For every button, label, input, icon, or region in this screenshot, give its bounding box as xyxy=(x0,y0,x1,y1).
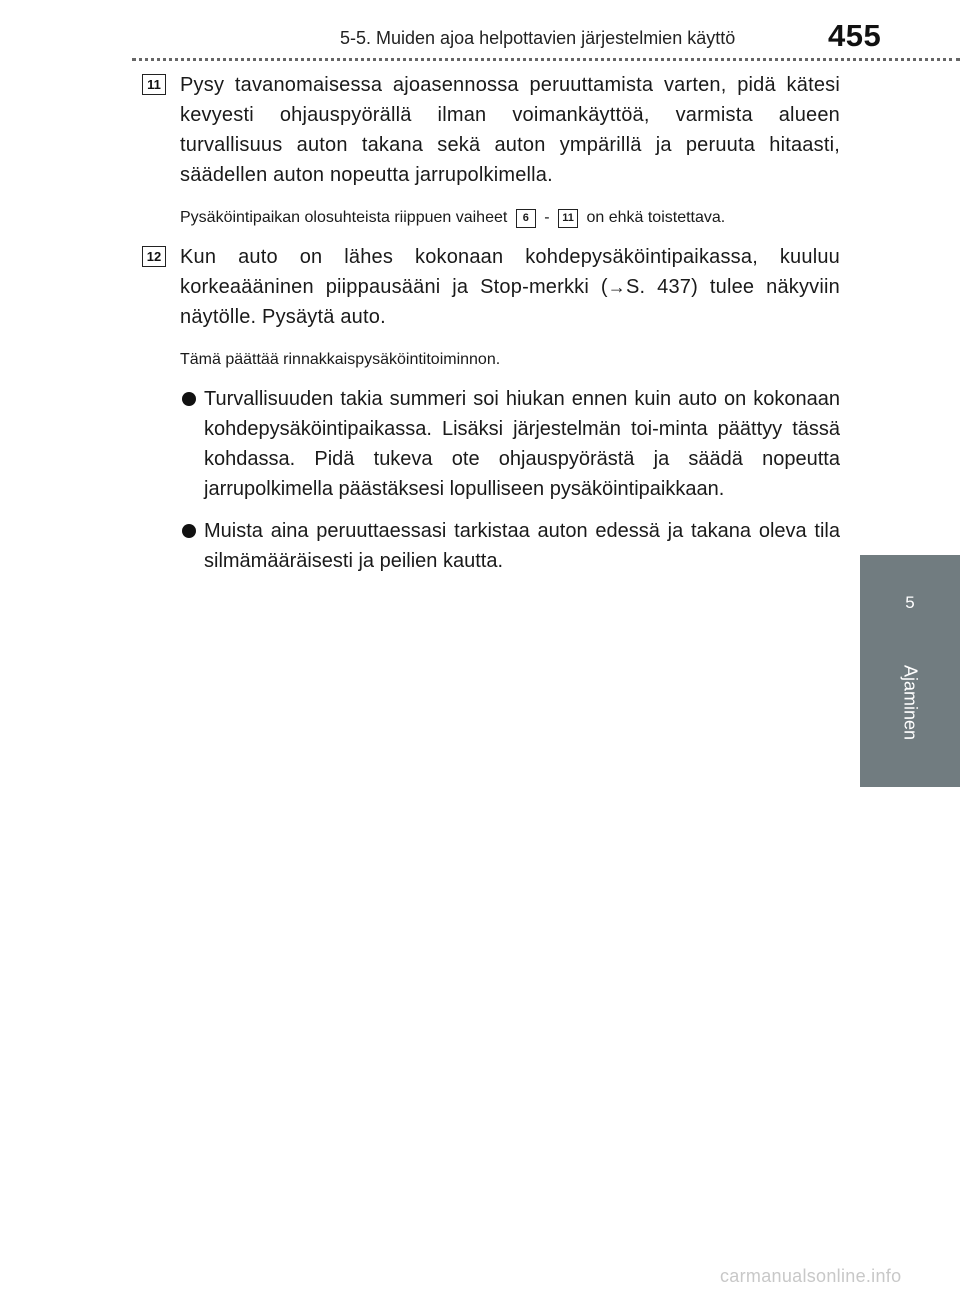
note-separator: - xyxy=(544,209,550,226)
step-note xyxy=(180,206,840,230)
page-content xyxy=(140,70,840,576)
step-text xyxy=(180,242,840,332)
page-header xyxy=(0,0,960,60)
chapter-number: 5 xyxy=(905,593,915,612)
step-text-part: ) tulee näkyviin näytölle. Pysäytä auto. xyxy=(180,276,840,328)
section-title: 5-5. Muiden ajoa helpottavien järjestelmien käyttö xyxy=(340,28,736,48)
bullet-dot-icon xyxy=(182,524,196,538)
page-reference-link[interactable]: S. 437 xyxy=(625,276,692,298)
watermark: carmanualsonline.info xyxy=(720,1266,902,1286)
arrow-icon: → xyxy=(607,277,626,297)
chapter-label: Ajaminen xyxy=(900,665,921,741)
bullet-text: Turvallisuuden takia summeri soi hiukan ennen kuin auto on kokonaan kohdepysäköintipaikassa. Lisäksi järjestelmän toi-minta päättyy tässä kohdassa. Pidä tukeva ote ohjauspyörästä ja säädä nopeutta jarrupolkimella päästäksesi lopulliseen pysäköintipaikkaan. xyxy=(204,388,840,500)
step-number-badge: 12 xyxy=(142,246,166,267)
bullet-dot-icon xyxy=(182,392,196,406)
step-text: Pysy tavanomaisessa ajoasennossa peruuttamista varten, pidä kätesi kevyesti ohjauspyörällä ilman voimankäyttöä, varmista alueen turvallisuus auton takana sekä auton ympärillä ja peruuta hitaasti, säädellen auton nopeutta jarrupolkimella. xyxy=(180,74,840,186)
bullet-item xyxy=(140,516,840,576)
step-11 xyxy=(140,70,840,190)
bullet-text: Muista aina peruuttaessasi tarkistaa auton edessä ja takana oleva tila silmämääräisesti ja peilien kautta. xyxy=(204,520,840,572)
header-divider xyxy=(132,58,960,61)
step-text-part: Kun auto on lähes kokonaan kohdepysäköintipaikassa, kuuluu korkeaääninen piippausääni ja Stop-merkki ( xyxy=(180,246,840,298)
page-number: 455 xyxy=(828,18,882,53)
note-suffix: on ehkä toistettava. xyxy=(586,209,726,226)
step-ref-badge: 6 xyxy=(516,209,536,228)
step-ref-badge: 11 xyxy=(558,209,578,228)
bullet-item xyxy=(140,384,840,504)
step-12 xyxy=(140,242,840,332)
note-prefix: Pysäköintipaikan olosuhteista riippuen vaiheet xyxy=(180,209,508,226)
step-number-badge: 11 xyxy=(142,74,166,95)
chapter-side-tab xyxy=(860,555,960,787)
step-note: Tämä päättää rinnakkaispysäköintitoiminnon. xyxy=(180,351,501,368)
